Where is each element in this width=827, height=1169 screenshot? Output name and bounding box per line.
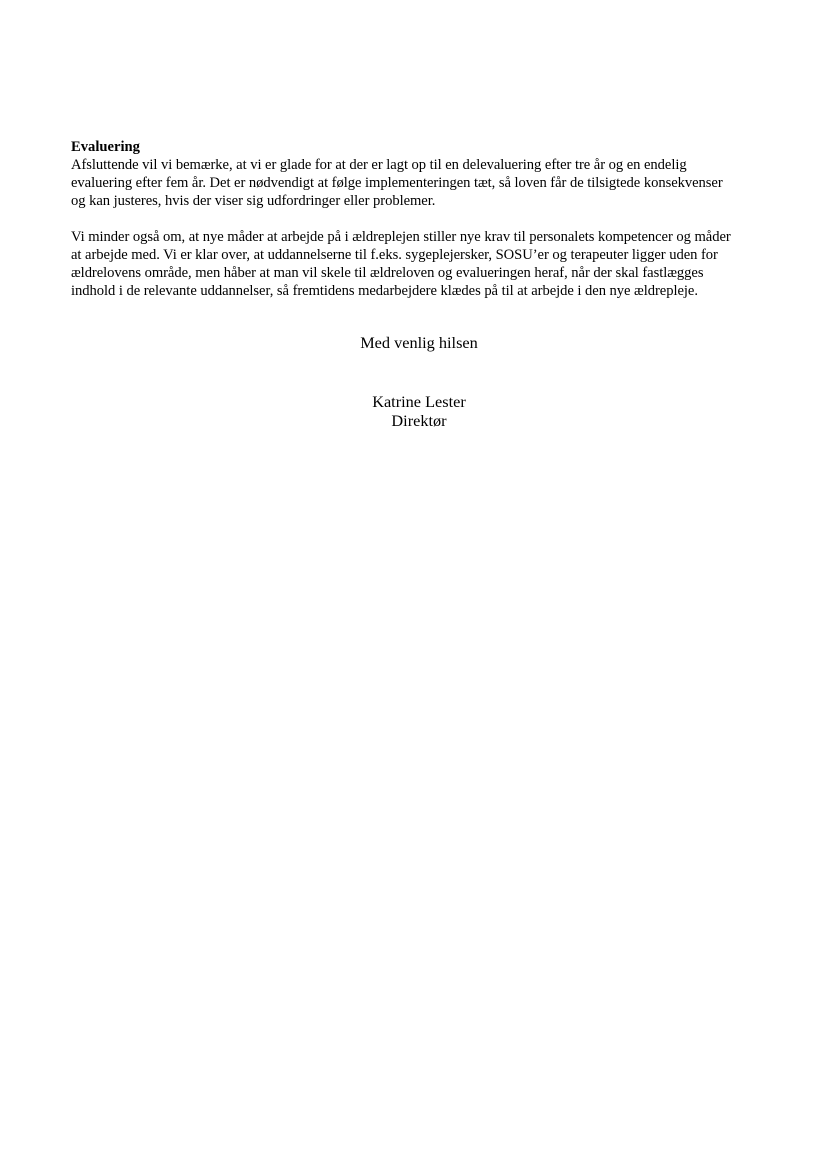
closing-greeting: Med venlig hilsen bbox=[360, 333, 478, 352]
paragraph-evaluation bbox=[71, 156, 771, 210]
signer-title: Direktør bbox=[391, 411, 447, 430]
section-heading: Evaluering bbox=[71, 139, 140, 155]
paragraph-education bbox=[71, 228, 771, 300]
paragraph-line: evaluering efter fem år. Det er nødvendigt at følge implementeringen tæt, så loven får de tilsigtede konsekvenser bbox=[71, 175, 723, 191]
signer-name: Katrine Lester bbox=[372, 392, 466, 411]
paragraph-line: og kan justeres, hvis der viser sig udfordringer eller problemer. bbox=[71, 193, 436, 209]
paragraph-line: indhold i de relevante uddannelser, så fremtidens medarbejdere klædes på til at arbejde i den nye ældrepleje. bbox=[71, 283, 698, 299]
paragraph-line: Vi minder også om, at nye måder at arbejde på i ældreplejen stiller nye krav til personalets kompetencer og måder bbox=[71, 229, 731, 245]
paragraph-line: at arbejde med. Vi er klar over, at uddannelserne til f.eks. sygeplejersker, SOSU’er og terapeuter ligger uden for bbox=[71, 247, 718, 263]
paragraph-line: Afsluttende vil vi bemærke, at vi er glade for at der er lagt op til en delevaluering efter tre år og en endelig bbox=[71, 157, 687, 173]
paragraph-line: ældrelovens område, men håber at man vil skele til ældreloven og evalueringen heraf, når der skal fastlægges bbox=[71, 265, 704, 281]
